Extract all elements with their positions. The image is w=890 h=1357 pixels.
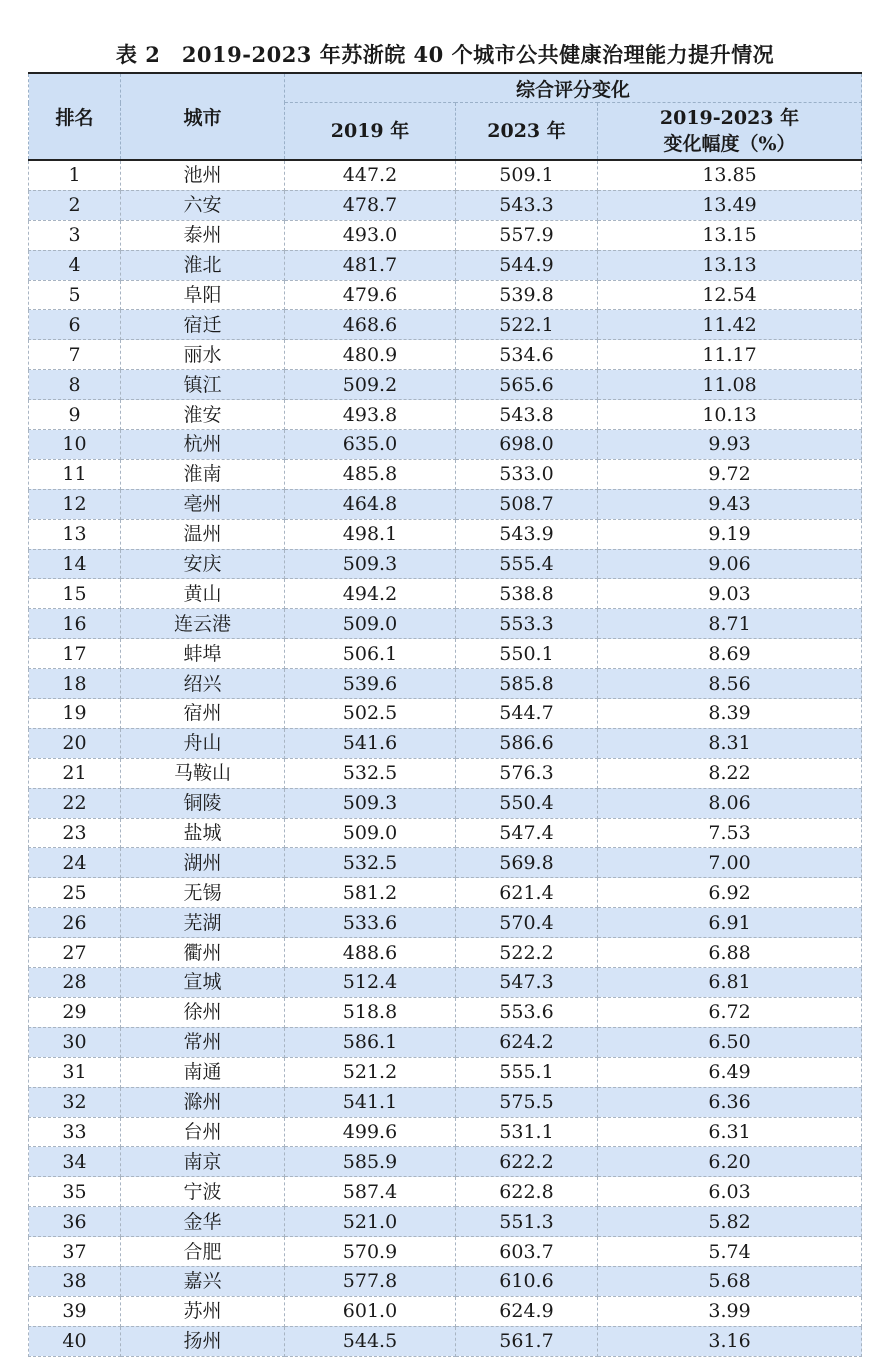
cell-rank: 30	[29, 1027, 121, 1057]
table-row	[29, 1296, 862, 1326]
header-rank: 排名	[29, 73, 121, 160]
cell-city: 宿迁	[121, 310, 285, 340]
cell-rank: 35	[29, 1177, 121, 1207]
cell-change-pct: 9.19	[598, 519, 862, 549]
table-row	[29, 609, 862, 639]
cell-score-2019: 494.2	[285, 579, 456, 609]
cell-score-2019: 480.9	[285, 340, 456, 370]
table-row	[29, 758, 862, 788]
cell-score-2019: 585.9	[285, 1147, 456, 1177]
cell-score-2023: 533.0	[456, 459, 598, 489]
cell-city: 嘉兴	[121, 1266, 285, 1296]
cell-score-2023: 544.7	[456, 699, 598, 729]
cell-city: 亳州	[121, 489, 285, 519]
cell-score-2023: 553.6	[456, 997, 598, 1027]
cell-score-2023: 575.5	[456, 1087, 598, 1117]
cell-rank: 33	[29, 1117, 121, 1147]
table-row	[29, 519, 862, 549]
cell-rank: 36	[29, 1207, 121, 1237]
table-row	[29, 310, 862, 340]
cell-change-pct: 8.69	[598, 639, 862, 669]
cell-change-pct: 9.93	[598, 430, 862, 460]
cell-score-2019: 493.8	[285, 400, 456, 430]
cell-score-2023: 603.7	[456, 1237, 598, 1267]
table-caption: 表 2 2019-2023 年苏浙皖 40 个城市公共健康治理能力提升情况	[115, 42, 775, 67]
table-row	[29, 1087, 862, 1117]
cell-score-2023: 547.4	[456, 818, 598, 848]
cell-city: 泰州	[121, 220, 285, 250]
table-row	[29, 400, 862, 430]
cell-score-2023: 553.3	[456, 609, 598, 639]
table-row	[29, 968, 862, 998]
cell-rank: 24	[29, 848, 121, 878]
cell-change-pct: 6.49	[598, 1057, 862, 1087]
table-row	[29, 728, 862, 758]
cell-rank: 21	[29, 758, 121, 788]
cell-rank: 23	[29, 818, 121, 848]
cell-rank: 38	[29, 1266, 121, 1296]
cell-city: 盐城	[121, 818, 285, 848]
cell-score-2019: 541.6	[285, 728, 456, 758]
table-row	[29, 699, 862, 729]
cell-score-2023: 550.1	[456, 639, 598, 669]
cell-score-2023: 624.9	[456, 1296, 598, 1326]
cell-city: 马鞍山	[121, 758, 285, 788]
cell-change-pct: 9.43	[598, 489, 862, 519]
cell-city: 六安	[121, 190, 285, 220]
cell-city: 安庆	[121, 549, 285, 579]
cell-city: 滁州	[121, 1087, 285, 1117]
cell-rank: 20	[29, 728, 121, 758]
table-row	[29, 160, 862, 190]
cell-city: 扬州	[121, 1326, 285, 1356]
table-row	[29, 1147, 862, 1177]
cell-rank: 19	[29, 699, 121, 729]
table-row	[29, 190, 862, 220]
table-row	[29, 459, 862, 489]
table-row	[29, 1237, 862, 1267]
cell-score-2023: 508.7	[456, 489, 598, 519]
header-change-line1: 2019-2023 年	[659, 107, 800, 129]
cell-change-pct: 5.82	[598, 1207, 862, 1237]
cell-score-2023: 570.4	[456, 908, 598, 938]
cell-change-pct: 13.85	[598, 160, 862, 190]
cell-score-2019: 586.1	[285, 1027, 456, 1057]
cell-city: 淮北	[121, 250, 285, 280]
cell-change-pct: 9.06	[598, 549, 862, 579]
cell-city: 宣城	[121, 968, 285, 998]
cell-change-pct: 6.31	[598, 1117, 862, 1147]
cell-score-2019: 532.5	[285, 848, 456, 878]
cell-score-2019: 468.6	[285, 310, 456, 340]
cell-rank: 32	[29, 1087, 121, 1117]
cell-score-2023: 698.0	[456, 430, 598, 460]
cell-change-pct: 8.06	[598, 788, 862, 818]
cell-change-pct: 8.56	[598, 669, 862, 699]
cell-rank: 39	[29, 1296, 121, 1326]
cell-change-pct: 6.88	[598, 938, 862, 968]
cell-rank: 18	[29, 669, 121, 699]
cell-city: 池州	[121, 160, 285, 190]
table-row	[29, 788, 862, 818]
table-row	[29, 1027, 862, 1057]
cell-rank: 16	[29, 609, 121, 639]
cell-score-2019: 635.0	[285, 430, 456, 460]
cell-change-pct: 8.71	[598, 609, 862, 639]
cell-rank: 26	[29, 908, 121, 938]
cell-score-2023: 555.4	[456, 549, 598, 579]
cell-rank: 31	[29, 1057, 121, 1087]
cell-change-pct: 8.22	[598, 758, 862, 788]
cell-change-pct: 11.42	[598, 310, 862, 340]
cell-rank: 37	[29, 1237, 121, 1267]
cell-rank: 14	[29, 549, 121, 579]
cell-rank: 6	[29, 310, 121, 340]
cell-score-2019: 488.6	[285, 938, 456, 968]
cell-change-pct: 6.03	[598, 1177, 862, 1207]
cell-score-2023: 522.2	[456, 938, 598, 968]
cell-change-pct: 6.72	[598, 997, 862, 1027]
cell-rank: 12	[29, 489, 121, 519]
cell-score-2023: 547.3	[456, 968, 598, 998]
cell-score-2019: 581.2	[285, 878, 456, 908]
table-row	[29, 370, 862, 400]
table-row	[29, 908, 862, 938]
cell-score-2023: 569.8	[456, 848, 598, 878]
cell-score-2023: 586.6	[456, 728, 598, 758]
ranking-table	[28, 72, 862, 1357]
cell-change-pct: 6.91	[598, 908, 862, 938]
cell-score-2019: 541.1	[285, 1087, 456, 1117]
table-row	[29, 1057, 862, 1087]
header-2023: 2023 年	[456, 103, 598, 161]
cell-rank: 2	[29, 190, 121, 220]
header-2019: 2019 年	[285, 103, 456, 161]
table-row	[29, 280, 862, 310]
table-row	[29, 1266, 862, 1296]
cell-score-2019: 521.2	[285, 1057, 456, 1087]
cell-rank: 29	[29, 997, 121, 1027]
table-row	[29, 639, 862, 669]
cell-score-2023: 557.9	[456, 220, 598, 250]
cell-city: 湖州	[121, 848, 285, 878]
cell-score-2019: 577.8	[285, 1266, 456, 1296]
cell-rank: 13	[29, 519, 121, 549]
cell-city: 绍兴	[121, 669, 285, 699]
cell-score-2019: 509.0	[285, 609, 456, 639]
cell-city: 镇江	[121, 370, 285, 400]
table-header	[29, 73, 862, 160]
cell-rank: 17	[29, 639, 121, 669]
cell-score-2019: 587.4	[285, 1177, 456, 1207]
cell-city: 杭州	[121, 430, 285, 460]
table-row	[29, 1177, 862, 1207]
cell-rank: 40	[29, 1326, 121, 1356]
cell-city: 蚌埠	[121, 639, 285, 669]
cell-score-2023: 610.6	[456, 1266, 598, 1296]
cell-rank: 22	[29, 788, 121, 818]
cell-score-2023: 551.3	[456, 1207, 598, 1237]
cell-rank: 3	[29, 220, 121, 250]
cell-change-pct: 6.92	[598, 878, 862, 908]
cell-rank: 11	[29, 459, 121, 489]
table-row	[29, 220, 862, 250]
cell-score-2023: 555.1	[456, 1057, 598, 1087]
cell-rank: 25	[29, 878, 121, 908]
cell-score-2023: 624.2	[456, 1027, 598, 1057]
cell-score-2019: 506.1	[285, 639, 456, 669]
header-city: 城市	[121, 73, 285, 160]
cell-rank: 7	[29, 340, 121, 370]
header-score-change-group: 综合评分变化	[285, 73, 862, 103]
table-row	[29, 250, 862, 280]
cell-score-2023: 522.1	[456, 310, 598, 340]
cell-city: 连云港	[121, 609, 285, 639]
cell-city: 合肥	[121, 1237, 285, 1267]
cell-change-pct: 6.36	[598, 1087, 862, 1117]
cell-change-pct: 6.20	[598, 1147, 862, 1177]
table-row	[29, 549, 862, 579]
cell-change-pct: 12.54	[598, 280, 862, 310]
cell-change-pct: 5.74	[598, 1237, 862, 1267]
cell-city: 淮安	[121, 400, 285, 430]
cell-score-2019: 518.8	[285, 997, 456, 1027]
cell-change-pct: 8.39	[598, 699, 862, 729]
cell-city: 芜湖	[121, 908, 285, 938]
cell-city: 铜陵	[121, 788, 285, 818]
cell-score-2023: 622.8	[456, 1177, 598, 1207]
cell-rank: 9	[29, 400, 121, 430]
cell-change-pct: 10.13	[598, 400, 862, 430]
cell-score-2023: 585.8	[456, 669, 598, 699]
cell-score-2023: 543.9	[456, 519, 598, 549]
cell-score-2023: 543.8	[456, 400, 598, 430]
table-row	[29, 430, 862, 460]
cell-rank: 10	[29, 430, 121, 460]
cell-city: 南通	[121, 1057, 285, 1087]
cell-city: 淮南	[121, 459, 285, 489]
table-body	[29, 160, 862, 1356]
cell-change-pct: 9.72	[598, 459, 862, 489]
cell-change-pct: 8.31	[598, 728, 862, 758]
cell-score-2023: 531.1	[456, 1117, 598, 1147]
cell-score-2019: 502.5	[285, 699, 456, 729]
cell-city: 徐州	[121, 997, 285, 1027]
cell-city: 宁波	[121, 1177, 285, 1207]
cell-change-pct: 7.00	[598, 848, 862, 878]
table-row	[29, 938, 862, 968]
cell-score-2019: 509.3	[285, 549, 456, 579]
cell-change-pct: 6.50	[598, 1027, 862, 1057]
cell-score-2023: 544.9	[456, 250, 598, 280]
cell-rank: 5	[29, 280, 121, 310]
cell-city: 苏州	[121, 1296, 285, 1326]
cell-change-pct: 11.08	[598, 370, 862, 400]
table-row	[29, 669, 862, 699]
cell-score-2019: 512.4	[285, 968, 456, 998]
cell-change-pct: 7.53	[598, 818, 862, 848]
table-row	[29, 579, 862, 609]
cell-score-2023: 621.4	[456, 878, 598, 908]
cell-score-2023: 561.7	[456, 1326, 598, 1356]
cell-score-2023: 550.4	[456, 788, 598, 818]
cell-city: 黄山	[121, 579, 285, 609]
table-row	[29, 1207, 862, 1237]
cell-change-pct: 9.03	[598, 579, 862, 609]
cell-score-2019: 533.6	[285, 908, 456, 938]
cell-city: 丽水	[121, 340, 285, 370]
header-change-line2: 变化幅度（%）	[663, 133, 796, 155]
cell-change-pct: 11.17	[598, 340, 862, 370]
cell-score-2019: 539.6	[285, 669, 456, 699]
cell-change-pct: 3.99	[598, 1296, 862, 1326]
cell-score-2019: 509.0	[285, 818, 456, 848]
cell-city: 金华	[121, 1207, 285, 1237]
cell-score-2019: 498.1	[285, 519, 456, 549]
cell-score-2023: 576.3	[456, 758, 598, 788]
cell-city: 温州	[121, 519, 285, 549]
cell-city: 宿州	[121, 699, 285, 729]
header-change-pct	[598, 103, 862, 161]
cell-change-pct: 13.49	[598, 190, 862, 220]
cell-score-2019: 509.3	[285, 788, 456, 818]
table-row	[29, 997, 862, 1027]
cell-score-2023: 534.6	[456, 340, 598, 370]
cell-score-2019: 478.7	[285, 190, 456, 220]
cell-city: 无锡	[121, 878, 285, 908]
cell-score-2023: 565.6	[456, 370, 598, 400]
cell-change-pct: 5.68	[598, 1266, 862, 1296]
cell-city: 阜阳	[121, 280, 285, 310]
cell-score-2019: 532.5	[285, 758, 456, 788]
cell-score-2023: 539.8	[456, 280, 598, 310]
cell-rank: 4	[29, 250, 121, 280]
cell-score-2023: 543.3	[456, 190, 598, 220]
cell-score-2019: 509.2	[285, 370, 456, 400]
cell-city: 舟山	[121, 728, 285, 758]
cell-city: 台州	[121, 1117, 285, 1147]
cell-rank: 34	[29, 1147, 121, 1177]
cell-change-pct: 6.81	[598, 968, 862, 998]
cell-score-2019: 447.2	[285, 160, 456, 190]
cell-score-2019: 464.8	[285, 489, 456, 519]
cell-score-2019: 601.0	[285, 1296, 456, 1326]
cell-score-2019: 481.7	[285, 250, 456, 280]
table-row	[29, 340, 862, 370]
cell-score-2023: 538.8	[456, 579, 598, 609]
table-row	[29, 489, 862, 519]
cell-rank: 28	[29, 968, 121, 998]
cell-score-2019: 521.0	[285, 1207, 456, 1237]
table-row	[29, 818, 862, 848]
table-row	[29, 848, 862, 878]
cell-change-pct: 13.15	[598, 220, 862, 250]
cell-score-2019: 479.6	[285, 280, 456, 310]
cell-rank: 27	[29, 938, 121, 968]
cell-score-2023: 622.2	[456, 1147, 598, 1177]
table-row	[29, 1326, 862, 1356]
cell-score-2023: 509.1	[456, 160, 598, 190]
cell-city: 常州	[121, 1027, 285, 1057]
cell-rank: 1	[29, 160, 121, 190]
cell-change-pct: 3.16	[598, 1326, 862, 1356]
cell-score-2019: 493.0	[285, 220, 456, 250]
cell-change-pct: 13.13	[598, 250, 862, 280]
table-row	[29, 1117, 862, 1147]
cell-score-2019: 499.6	[285, 1117, 456, 1147]
cell-city: 衢州	[121, 938, 285, 968]
cell-score-2019: 544.5	[285, 1326, 456, 1356]
cell-score-2019: 485.8	[285, 459, 456, 489]
cell-score-2019: 570.9	[285, 1237, 456, 1267]
table-row	[29, 878, 862, 908]
cell-rank: 8	[29, 370, 121, 400]
ranking-table-container	[28, 72, 861, 1357]
cell-rank: 15	[29, 579, 121, 609]
cell-city: 南京	[121, 1147, 285, 1177]
